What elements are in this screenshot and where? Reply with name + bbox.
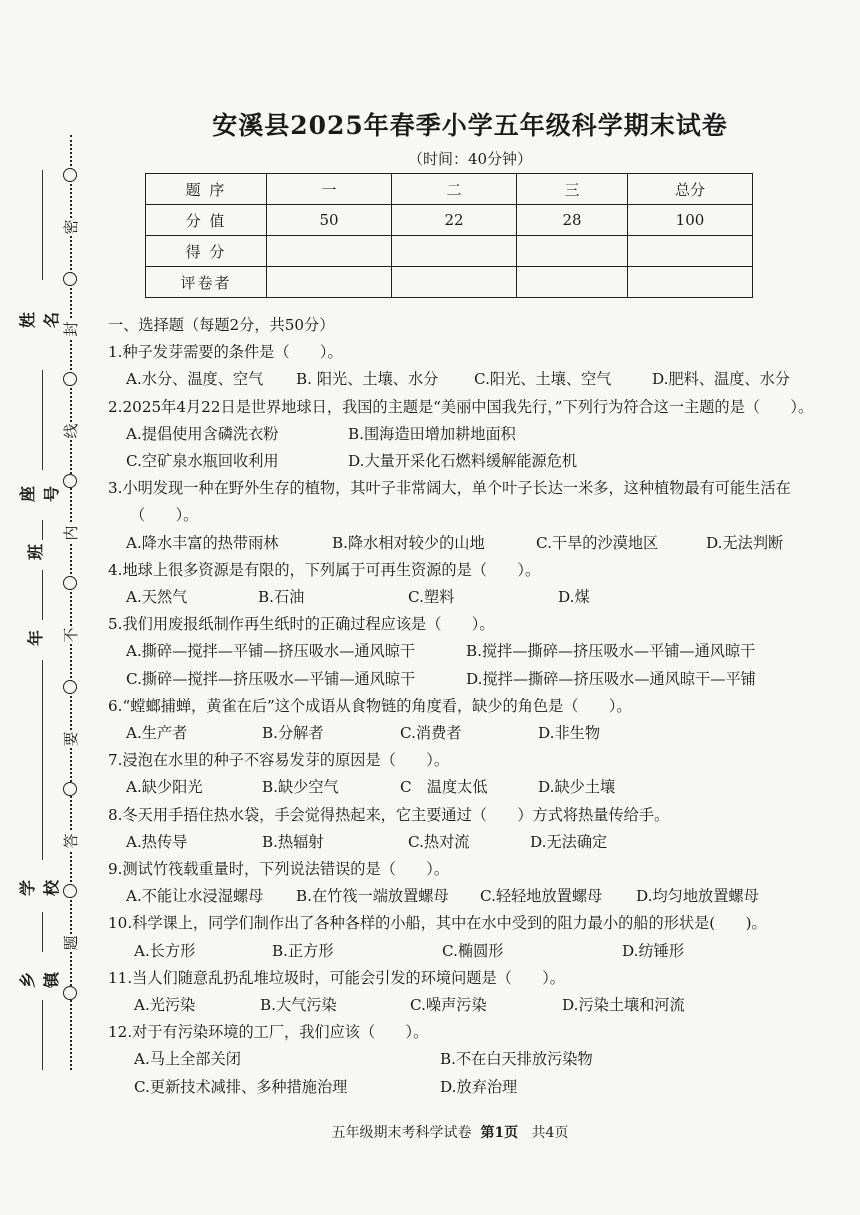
seal-circle: [63, 680, 77, 694]
grader-input-cell[interactable]: [628, 267, 753, 298]
table-row: [146, 236, 753, 267]
section-title: 一、选择题（每题2分，共50分）: [108, 316, 335, 334]
seal-char: 内: [62, 525, 80, 541]
option[interactable]: B.分解者: [262, 724, 324, 743]
option-row: [126, 666, 818, 693]
seat-label: 座号: [18, 486, 61, 503]
table-row: [146, 205, 753, 236]
table-cell: 一: [267, 174, 392, 205]
school-fill-line: [42, 660, 43, 860]
option-row: [126, 530, 818, 557]
option[interactable]: D.搅拌—撕碎—挤压吸水—通风晾干—平铺: [466, 669, 756, 688]
option[interactable]: A.撕碎—搅拌—平铺—挤压吸水—通风晾干: [126, 642, 416, 661]
footer-title: 五年级期末考科学试卷: [331, 1125, 472, 1141]
option-row: [134, 938, 818, 965]
option[interactable]: A.马上全部关闭: [134, 1050, 241, 1069]
seal-circle: [63, 474, 77, 488]
town-fill-line: [42, 912, 43, 952]
option[interactable]: A.降水丰富的热带雨林: [126, 533, 279, 552]
score-input-cell[interactable]: [628, 236, 753, 267]
option[interactable]: B.在竹筏一端放置螺母: [296, 887, 449, 906]
option-row: [126, 638, 818, 665]
option-row: [126, 421, 818, 448]
seal-char: 封: [62, 321, 80, 337]
town-fill-line: [42, 1000, 43, 1070]
grader-input-cell[interactable]: [392, 267, 517, 298]
option-row: [126, 829, 818, 856]
option[interactable]: A.生产者: [126, 724, 188, 743]
class-fill-line: [42, 520, 43, 540]
option[interactable]: B.热辐射: [262, 832, 324, 851]
option[interactable]: B. 阳光、土壤、水分: [296, 370, 439, 389]
footer-page-total: 共4页: [531, 1125, 569, 1141]
table-row: [146, 174, 753, 205]
score-table: [145, 173, 753, 298]
option[interactable]: A.光污染: [134, 996, 196, 1015]
school-label: 学校: [18, 880, 61, 897]
option[interactable]: B.大气污染: [260, 996, 337, 1015]
seal-circle: [63, 272, 77, 286]
option[interactable]: B.石油: [258, 588, 305, 607]
question-stem: 12.对于有污染环境的工厂，我们应该（ ）。: [108, 1023, 429, 1042]
table-row: [146, 267, 753, 298]
question-stem: 6.“螳螂捕蝉，黄雀在后”这个成语从食物链的角度看，缺少的角色是（ ）。: [108, 696, 632, 715]
seal-circle: [63, 168, 77, 182]
seal-char: 题: [62, 935, 80, 951]
option-row: [126, 448, 818, 475]
option[interactable]: D.无法确定: [530, 832, 608, 851]
score-input-cell[interactable]: [267, 236, 392, 267]
option[interactable]: D.非生物: [538, 724, 601, 743]
question-stem: 11.当人们随意乱扔乱堆垃圾时，可能会引发的环境问题是（ ）。: [108, 968, 565, 987]
option[interactable]: B.围海造田增加耕地面积: [348, 424, 516, 443]
question-stem: 3.小明发现一种在野外生存的植物，其叶子非常阔大，单个叶子长达一米多，这种植物最有可能生活在（ ）。: [108, 479, 791, 525]
question-stem: 8.冬天用手捂住热水袋，手会觉得热起来，它主要通过（ ）方式将热量传给手。: [108, 805, 670, 824]
option[interactable]: A.提倡使用含磷洗衣粉: [126, 424, 279, 443]
class-label: 班: [26, 544, 45, 561]
option[interactable]: C.轻轻地放置螺母: [480, 887, 603, 906]
option[interactable]: D.纺锤形: [622, 941, 685, 960]
question-stem: 10.科学课上，同学们制作出了各种各样的小船，其中在水中受到的阻力最小的船的形状是( )。: [108, 914, 767, 933]
town-label: 乡镇: [18, 972, 61, 989]
question-stem: 1.种子发芽需要的条件是（ ）。: [108, 343, 343, 362]
option[interactable]: C.空矿泉水瓶回收利用: [126, 452, 279, 471]
option[interactable]: D.煤: [558, 588, 590, 607]
seal-circle: [63, 782, 77, 796]
option-row: [126, 584, 818, 611]
option[interactable]: A.天然气: [126, 588, 188, 607]
table-cell: 分 值: [146, 205, 267, 236]
seal-char: 答: [62, 833, 80, 849]
option[interactable]: D.肥料、温度、水分: [652, 370, 790, 389]
seal-char: 要: [62, 731, 80, 747]
option[interactable]: B.正方形: [272, 941, 334, 960]
question-stem: 9.测试竹筏载重量时，下列说法错误的是（ ）。: [108, 860, 450, 879]
table-cell: 二: [392, 174, 517, 205]
option[interactable]: C.阳光、土壤、空气: [474, 370, 612, 389]
table-cell: 题 序: [146, 174, 267, 205]
option[interactable]: D.无法判断: [706, 533, 784, 552]
score-input-cell[interactable]: [517, 236, 628, 267]
option[interactable]: B.搅拌—撕碎—挤压吸水—平铺—通风晾干: [466, 642, 756, 661]
option[interactable]: D.污染土壤和河流: [562, 996, 685, 1015]
option[interactable]: C 温度太低: [400, 778, 488, 797]
footer-page-number: 第1页: [480, 1125, 519, 1141]
question-stem: 5.我们用废报纸制作再生纸时的正确过程应该是（ ）。: [108, 615, 495, 634]
option-row: [126, 720, 818, 747]
option[interactable]: C.更新技术减排、多种措施治理: [134, 1077, 348, 1096]
table-cell: 三: [517, 174, 628, 205]
option[interactable]: C.干旱的沙漠地区: [536, 533, 659, 552]
option[interactable]: C.撕碎—搅拌—挤压吸水—平铺—通风晾干: [126, 669, 416, 688]
page-footer: [0, 1122, 860, 1142]
option[interactable]: C.消费者: [400, 724, 462, 743]
table-cell: 50: [267, 205, 392, 236]
option[interactable]: C.椭圆形: [442, 941, 504, 960]
seal-char: 密: [62, 219, 80, 235]
table-cell: 评卷者: [146, 267, 267, 298]
question-stem: 2.2025年4月22日是世界地球日，我国的主题是“美丽中国我先行，”下列行为符合这一主题的是（ ）。: [108, 397, 814, 416]
option[interactable]: A.热传导: [126, 832, 188, 851]
seal-char: 线: [62, 423, 80, 439]
option[interactable]: D.大量开采化石燃料缓解能源危机: [348, 452, 578, 471]
option-row: [126, 774, 818, 801]
option[interactable]: A.长方形: [134, 941, 196, 960]
option-row: [134, 1046, 818, 1073]
grade-label: 年: [26, 630, 45, 647]
grader-input-cell[interactable]: [267, 267, 392, 298]
exam-time: （时间：40分钟）: [407, 150, 533, 168]
table-cell: 总分: [628, 174, 753, 205]
option[interactable]: A.不能让水浸湿螺母: [126, 887, 264, 906]
option[interactable]: D.放弃治理: [440, 1077, 518, 1096]
exam-title: 安溪县2025年春季小学五年级科学期末试卷: [212, 111, 728, 140]
option[interactable]: C.噪声污染: [410, 996, 487, 1015]
option[interactable]: B.降水相对较少的山地: [332, 533, 485, 552]
option-row: [134, 992, 818, 1019]
option-row: [134, 1074, 818, 1101]
option[interactable]: C.热对流: [408, 832, 470, 851]
seal-char: 不: [62, 627, 80, 643]
option[interactable]: A.水分、温度、空气: [126, 370, 264, 389]
grade-fill-line: [42, 570, 43, 620]
score-input-cell[interactable]: [392, 236, 517, 267]
seal-circle: [63, 372, 77, 386]
seal-circle: [63, 986, 77, 1000]
seal-circle: [63, 884, 77, 898]
seat-fill-line: [42, 370, 43, 470]
question-list: [108, 312, 818, 1101]
option-row: [126, 883, 818, 910]
option[interactable]: B.不在白天排放污染物: [440, 1050, 593, 1069]
option[interactable]: A.缺少阳光: [126, 778, 203, 797]
table-cell: 100: [628, 205, 753, 236]
table-cell: 22: [392, 205, 517, 236]
question-stem: 7.浸泡在水里的种子不容易发芽的原因是（ ）。: [108, 751, 450, 770]
option[interactable]: C.塑料: [408, 588, 455, 607]
grader-input-cell[interactable]: [517, 267, 628, 298]
option[interactable]: D.均匀地放置螺母: [636, 887, 759, 906]
seal-circle: [63, 576, 77, 590]
table-cell: 得 分: [146, 236, 267, 267]
option-row: [126, 366, 818, 393]
name-label: 姓名: [18, 312, 61, 329]
option[interactable]: B.缺少空气: [262, 778, 339, 797]
name-fill-line: [42, 170, 43, 280]
option[interactable]: D.缺少土壤: [538, 778, 616, 797]
question-stem: 4.地球上很多资源是有限的，下列属于可再生资源的是（ ）。: [108, 560, 541, 579]
table-cell: 28: [517, 205, 628, 236]
